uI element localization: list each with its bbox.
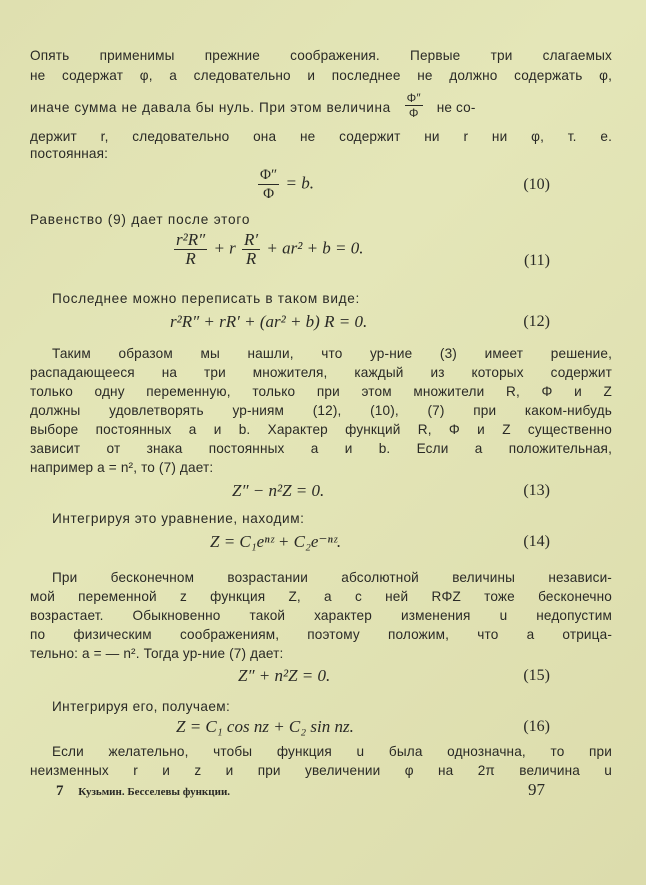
text-line: возрастает. Обыкновенно такой характер изменения u недопустим	[30, 608, 612, 623]
text-line: Последнее можно переписать в таком виде:	[52, 291, 360, 306]
page-number: 97	[528, 780, 545, 799]
fraction-denominator: R	[185, 249, 196, 268]
equation-number: (15)	[523, 667, 550, 684]
text-line: постоянная:	[30, 146, 109, 161]
page-footer-signature	[56, 783, 230, 800]
inline-fraction	[405, 91, 423, 120]
equation-number: (14)	[523, 533, 550, 550]
fraction	[174, 231, 207, 268]
text-line: При бесконечном возрастании абсолютной величины независи-	[52, 570, 612, 585]
fraction-numerator: r²R″	[176, 230, 206, 249]
text-line-with-fraction	[30, 91, 612, 123]
text-line: Таким образом мы нашли, что ур-ние (3) имеет решение,	[52, 346, 612, 361]
text-line: тельно: a = — n². Тогда ур-ние (7) дает:	[30, 646, 284, 661]
text-line: Опять применимы прежние соображения. Первые три слагаемых	[30, 48, 612, 63]
text-line: Если желательно, чтобы функция u была однозначна, то при	[52, 744, 612, 759]
text-line: выборе постоянных a и b. Характер функций R, Φ и Z существенно	[30, 422, 612, 437]
equation-rhs: + ar² + b = 0.	[266, 238, 364, 258]
text-line: должны удовлетворять ур-ниям (12), (10), (7) при каком-нибудь	[30, 403, 612, 418]
fraction-numerator: Φ″	[260, 167, 278, 183]
fraction-denominator: Φ	[263, 186, 275, 202]
running-title: Кузьмин. Бесселевы функции.	[78, 786, 231, 798]
text-line: по физическим соображениям, поэтому положим, что a отрица-	[30, 627, 612, 642]
text-line: например a = n², то (7) дает:	[30, 460, 214, 475]
equation-term: + r	[213, 238, 236, 258]
fraction	[242, 231, 260, 268]
equation-number: (12)	[523, 313, 550, 330]
text-line: Равенство (9) дает после этого	[30, 212, 251, 227]
text-line: Интегрируя его, получаем:	[52, 699, 231, 714]
fraction-numerator: R′	[244, 230, 259, 249]
equation-13: Z″ − n²Z = 0.	[232, 481, 325, 500]
text-line: Интегрируя это уравнение, находим:	[52, 511, 305, 526]
equation-12: r²R″ + rR′ + (ar² + b) R = 0.	[170, 312, 368, 331]
equation-number: (13)	[523, 482, 550, 499]
fraction	[258, 166, 279, 203]
equation-16: Z = C₁ cos nz + C₂ sin nz.	[176, 717, 354, 736]
fraction-denominator: Φ	[408, 106, 419, 120]
text-line: зависит от знака постоянных a и b. Если a положительная,	[30, 441, 612, 456]
text-line: только одну переменную, только при этом множители R, Φ и Z	[30, 384, 612, 399]
equation-10	[256, 166, 314, 203]
equation-11	[172, 231, 364, 268]
fraction-numerator: Φ″	[406, 91, 421, 105]
equation-number: (16)	[523, 718, 550, 735]
text-line: неизменных r и z и при увеличении φ на 2π величина u	[30, 763, 612, 778]
text-line: держит r, следовательно она не содержит ни r ни φ, т. е.	[30, 129, 612, 144]
equation-number: (11)	[523, 252, 550, 269]
equation-number: (10)	[523, 176, 550, 193]
text-fragment: не со-	[436, 100, 476, 116]
text-line: распадающееся на три множителя, каждый из которых содержит	[30, 365, 612, 380]
text-line: мой переменной z функция Z, а с ней RΦZ тоже бесконечно	[30, 589, 612, 604]
signature-mark: 7	[56, 783, 64, 799]
text-fragment: иначе сумма не давала бы нуль. При этом величина	[30, 100, 391, 116]
text-line: не содержат φ, а следовательно и последнее не должно содержать φ,	[30, 68, 612, 83]
equation-rhs: = b.	[285, 173, 314, 193]
equation-14: Z = C₁eⁿᶻ + C₂e⁻ⁿᶻ.	[210, 532, 342, 551]
equation-15: Z″ + n²Z = 0.	[238, 666, 331, 685]
fraction-denominator: R	[245, 249, 257, 268]
